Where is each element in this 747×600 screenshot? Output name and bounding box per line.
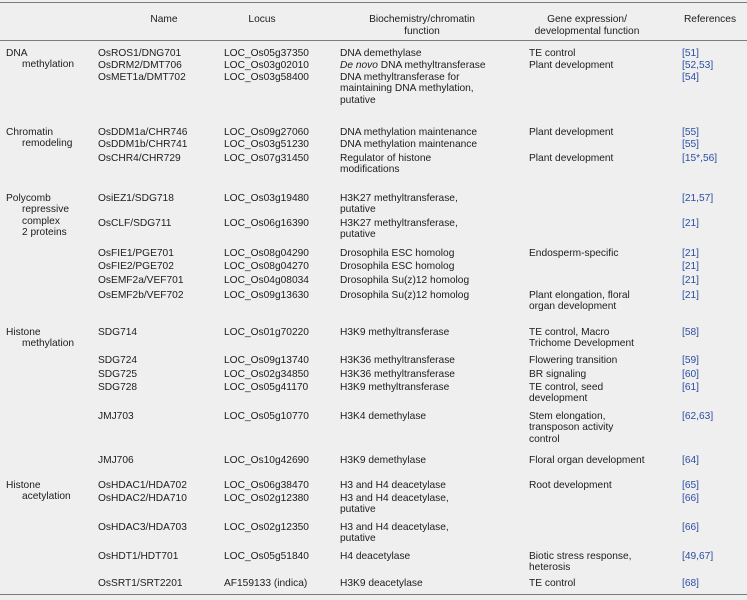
gene-expression: Plant development <box>529 127 614 138</box>
gene-name: OsDDM1a/CHR746 <box>98 127 188 138</box>
gene-locus: LOC_Os01g70220 <box>224 327 309 338</box>
header-expression-1: Gene expression/ <box>547 14 627 25</box>
gene-locus: LOC_Os04g08034 <box>224 275 309 286</box>
reference-link[interactable]: [21] <box>682 248 699 259</box>
gene-locus: LOC_Os02g12350 <box>224 522 309 533</box>
gene-function: H3K4 demethylase <box>340 411 427 422</box>
category-label: Polycomb <box>6 193 51 204</box>
gene-expression: control <box>529 433 560 445</box>
gene-function: putative <box>340 504 376 516</box>
gene-function: Drosophila ESC homolog <box>340 261 455 272</box>
gene-expression: Flowering transition <box>529 355 618 366</box>
gene-expression: BR signaling <box>529 369 587 380</box>
header-references: References <box>683 14 737 25</box>
gene-function: H3K9 methyltransferase <box>340 327 450 338</box>
gene-function: H3 and H4 deacetylase, <box>340 522 449 533</box>
gene-locus: LOC_Os10g42690 <box>224 455 309 466</box>
category-label: methylation <box>22 59 75 71</box>
reference-link[interactable]: [21] <box>682 275 699 286</box>
gene-function: putative <box>340 229 376 241</box>
gene-function: putative <box>340 204 376 216</box>
gene-name: SDG725 <box>98 369 138 380</box>
gene-function: H3K9 deacetylase <box>340 578 423 589</box>
category-label: remodeling <box>22 138 73 150</box>
gene-function: H3K27 methyltransferase, <box>340 193 458 204</box>
gene-expression: Trichome Development <box>529 338 634 350</box>
category-label: repressive <box>22 204 69 216</box>
gene-expression: Stem elongation, <box>529 411 606 422</box>
reference-link[interactable]: [52,53] <box>682 60 714 71</box>
gene-name: OsiEZ1/SDG718 <box>98 193 174 204</box>
gene-function: H3K27 methyltransferase, <box>340 218 458 229</box>
gene-name: OsSRT1/SRT2201 <box>98 578 183 589</box>
gene-expression: TE control <box>529 48 576 59</box>
gene-function: Drosophila ESC homolog <box>340 248 455 259</box>
reference-link[interactable]: [68] <box>682 578 699 589</box>
gene-function: DNA demethylase <box>340 48 422 59</box>
reference-link[interactable]: [51] <box>682 48 699 59</box>
gene-function: Drosophila Su(z)12 homolog <box>340 275 470 286</box>
gene-locus: LOC_Os05g51840 <box>224 551 309 562</box>
gene-locus: LOC_Os03g58400 <box>224 72 309 83</box>
gene-function: H3K36 methyltransferase <box>340 355 455 366</box>
category-label: methylation <box>22 338 75 350</box>
gene-function: putative <box>340 94 376 106</box>
reference-link[interactable]: [65] <box>682 480 699 491</box>
reference-link[interactable]: [21] <box>682 218 699 229</box>
gene-function: H3K9 demethylase <box>340 455 427 466</box>
reference-link[interactable]: [58] <box>682 327 699 338</box>
reference-link[interactable]: [21] <box>682 290 699 301</box>
gene-expression: transposon activity <box>529 422 614 434</box>
gene-function: H4 deacetylase <box>340 551 411 562</box>
bottom-rule <box>0 594 747 595</box>
gene-name: JMJ703 <box>98 411 134 422</box>
gene-locus: LOC_Os09g27060 <box>224 127 309 138</box>
gene-function: H3 and H4 deacetylase, <box>340 493 449 504</box>
gene-expression: TE control, Macro <box>529 327 610 338</box>
gene-expression: Plant development <box>529 60 614 71</box>
gene-function: H3K9 methyltransferase <box>340 382 450 393</box>
reference-link[interactable]: [61] <box>682 382 699 393</box>
reference-link[interactable]: [21] <box>682 261 699 272</box>
reference-link[interactable]: [49,67] <box>682 551 714 562</box>
gene-expression: heterosis <box>529 562 571 574</box>
gene-locus: LOC_Os05g37350 <box>224 48 309 59</box>
category-label: acetylation <box>22 491 71 503</box>
gene-function: Drosophila Su(z)12 homolog <box>340 290 470 301</box>
reference-link[interactable]: [64] <box>682 455 699 466</box>
gene-name: OsHDT1/HDT701 <box>98 551 179 562</box>
header-rule <box>0 40 747 41</box>
gene-function: modifications <box>340 164 400 176</box>
header-name: Name <box>150 14 178 25</box>
category-label: Histone <box>6 327 41 338</box>
gene-expression: Floral organ development <box>529 455 645 466</box>
gene-locus: LOC_Os06g16390 <box>224 218 309 229</box>
gene-name: OsFIE2/PGE702 <box>98 261 174 272</box>
gene-function: DNA methylation maintenance <box>340 139 478 150</box>
top-rule <box>0 2 747 3</box>
gene-name: OsHDAC3/HDA703 <box>98 522 187 533</box>
gene-locus: LOC_Os02g12380 <box>224 493 309 504</box>
gene-name: SDG724 <box>98 355 138 366</box>
gene-function: putative <box>340 533 376 545</box>
reference-link[interactable]: [62,63] <box>682 411 714 422</box>
gene-expression: Plant development <box>529 153 614 164</box>
gene-locus: LOC_Os08g04270 <box>224 261 309 272</box>
category-label: DNA <box>6 48 28 59</box>
gene-locus: LOC_Os05g41170 <box>224 382 309 393</box>
gene-name: JMJ706 <box>98 455 134 466</box>
gene-name: OsROS1/DNG701 <box>98 48 182 59</box>
gene-function: Regulator of histone <box>340 153 432 164</box>
category-label: 2 proteins <box>22 227 67 239</box>
gene-function: H3 and H4 deacetylase <box>340 480 446 491</box>
gene-expression: TE control <box>529 578 576 589</box>
gene-function: DNA methylation maintenance <box>340 127 478 138</box>
category-label: Histone <box>6 480 41 491</box>
gene-name: OsHDAC2/HDA710 <box>98 493 187 504</box>
reference-link[interactable]: [15*,56] <box>682 153 718 164</box>
gene-function: H3K36 methyltransferase <box>340 369 455 380</box>
gene-name: OsDRM2/DMT706 <box>98 60 182 71</box>
gene-name: OsHDAC1/HDA702 <box>98 480 187 491</box>
gene-name: OsCHR4/CHR729 <box>98 153 181 164</box>
gene-name: OsDDM1b/CHR741 <box>98 139 188 150</box>
gene-expression: development <box>529 393 588 405</box>
header-locus: Locus <box>248 14 276 25</box>
gene-locus: LOC_Os03g51230 <box>224 139 309 150</box>
gene-name: OsEMF2b/VEF702 <box>98 290 184 301</box>
gene-expression: TE control, seed <box>529 382 604 393</box>
reference-link[interactable]: [21,57] <box>682 193 714 204</box>
gene-expression: organ development <box>529 301 617 313</box>
gene-locus: LOC_Os06g38470 <box>224 480 309 491</box>
header-function-1: Biochemistry/chromatin <box>369 14 475 25</box>
gene-function: De novo DNA methyltransferase <box>340 60 486 71</box>
header-function-2: function <box>404 26 440 37</box>
category-label: Chromatin <box>6 127 53 138</box>
gene-locus: LOC_Os08g04290 <box>224 248 309 259</box>
reference-link[interactable]: [66] <box>682 493 699 504</box>
gene-locus: AF159133 (indica) <box>224 578 308 589</box>
gene-locus: LOC_Os07g31450 <box>224 153 309 164</box>
category-label: complex <box>22 215 60 227</box>
gene-expression: Plant elongation, floral <box>529 290 630 301</box>
reference-link[interactable]: [55] <box>682 127 699 138</box>
gene-name: SDG728 <box>98 382 138 393</box>
function-emphasis: De novo <box>340 60 378 71</box>
reference-link[interactable]: [54] <box>682 72 699 83</box>
gene-locus: LOC_Os03g02010 <box>224 60 309 71</box>
reference-link[interactable]: [66] <box>682 522 699 533</box>
reference-link[interactable]: [60] <box>682 369 699 380</box>
gene-locus: LOC_Os05g10770 <box>224 411 309 422</box>
gene-locus: LOC_Os09g13740 <box>224 355 309 366</box>
gene-name: OsCLF/SDG711 <box>98 218 172 229</box>
gene-expression: Root development <box>529 480 612 491</box>
gene-expression: Endosperm-specific <box>529 248 619 259</box>
gene-name: OsFIE1/PGE701 <box>98 248 174 259</box>
gene-name: SDG714 <box>98 327 138 338</box>
gene-name: OsEMF2a/VEF701 <box>98 275 184 286</box>
gene-locus: LOC_Os02g34850 <box>224 369 309 380</box>
gene-expression: Biotic stress response, <box>529 551 632 562</box>
gene-name: OsMET1a/DMT702 <box>98 72 186 83</box>
gene-function: maintaining DNA methylation, <box>340 83 474 95</box>
reference-link[interactable]: [59] <box>682 355 699 366</box>
gene-locus: LOC_Os09g13630 <box>224 290 309 301</box>
gene-function: DNA methyltransferase for <box>340 72 460 83</box>
reference-link[interactable]: [55] <box>682 139 699 150</box>
gene-locus: LOC_Os03g19480 <box>224 193 309 204</box>
header-expression-2: developmental function <box>534 26 640 37</box>
